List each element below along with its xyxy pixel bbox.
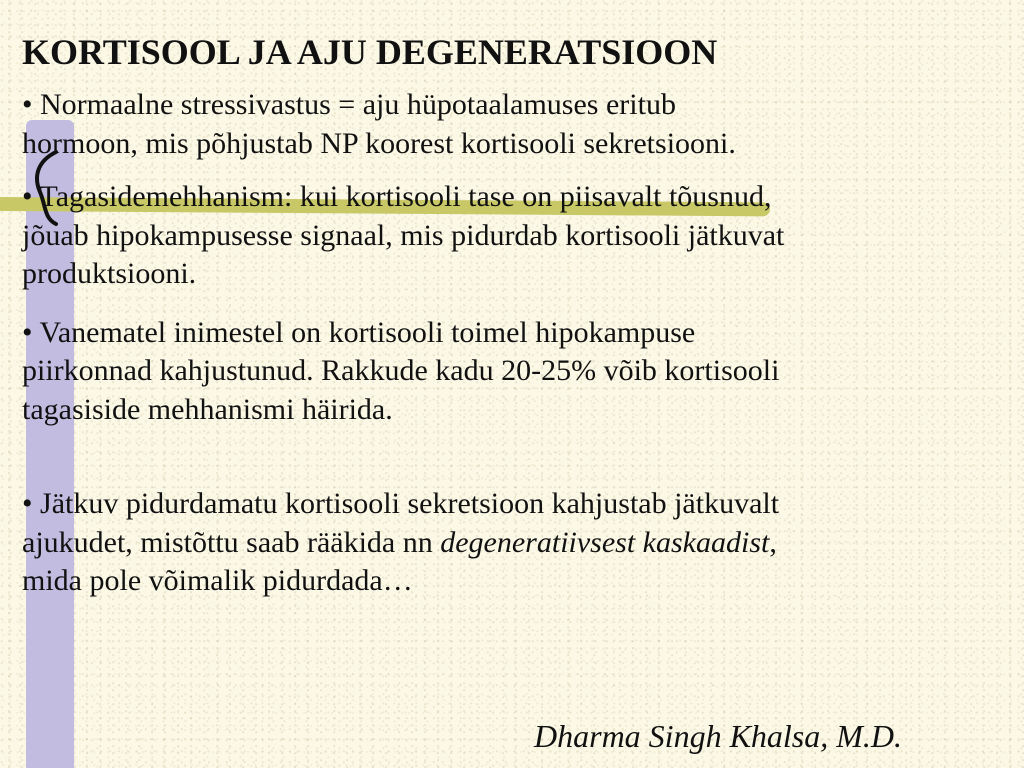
bullet-4-line-1: Jätkuv pidurdamatu kortisooli sekretsioon kahjustab jätkuvalt [40, 487, 780, 520]
bullet-3 [22, 314, 1024, 430]
bullet-marker: • [22, 487, 33, 520]
bullet-1-line-1: Normaalne stressivastus = aju hüpotaalamuses eritub [40, 88, 676, 121]
author-attribution: Dharma Singh Khalsa, M.D. [534, 718, 903, 754]
bullet-4 [22, 485, 1024, 601]
bullet-marker: • [22, 88, 33, 121]
bullet-4-line-2-end: , [769, 525, 777, 559]
slide-content [22, 28, 1024, 601]
bullet-3-line-1: Vanematel inimestel on kortisooli toimel hipokampuse [39, 315, 696, 349]
bullet-1-line-2: hormoon, mis põhjustab NP koorest kortisooli sekretsiooni. [22, 126, 736, 160]
bullet-2-line-3: produktsiooni. [22, 257, 197, 290]
bullet-3-line-2: piirkonnad kahjustunud. Rakkude kadu 20-25% võib kortisooli [22, 354, 780, 387]
bullet-1 [22, 86, 1024, 163]
bullet-2-line-2: jõuab hipokampusesse signaal, mis pidurdab kortisooli jätkuvat [22, 218, 785, 252]
bullet-2-line-1: Tagasidemehhanism: kui kortisooli tase on piisavalt tõusnud, [39, 180, 772, 213]
slide-title: KORTISOOL JA AJU DEGENERATSIOON [22, 32, 718, 72]
bullet-marker: • [22, 315, 33, 349]
bullet-marker: • [22, 180, 33, 213]
bullet-4-emphasis: degeneratiivsest kaskaadist [440, 525, 770, 559]
bullet-3-line-3: tagasiside mehhanismi häirida. [22, 392, 393, 426]
bullet-2 [22, 178, 1024, 294]
bullet-4-line-2-start: ajukudet, mistõttu saab rääkida nn [22, 525, 441, 559]
bullet-4-line-3: mida pole võimalik pidurdada… [22, 564, 413, 597]
